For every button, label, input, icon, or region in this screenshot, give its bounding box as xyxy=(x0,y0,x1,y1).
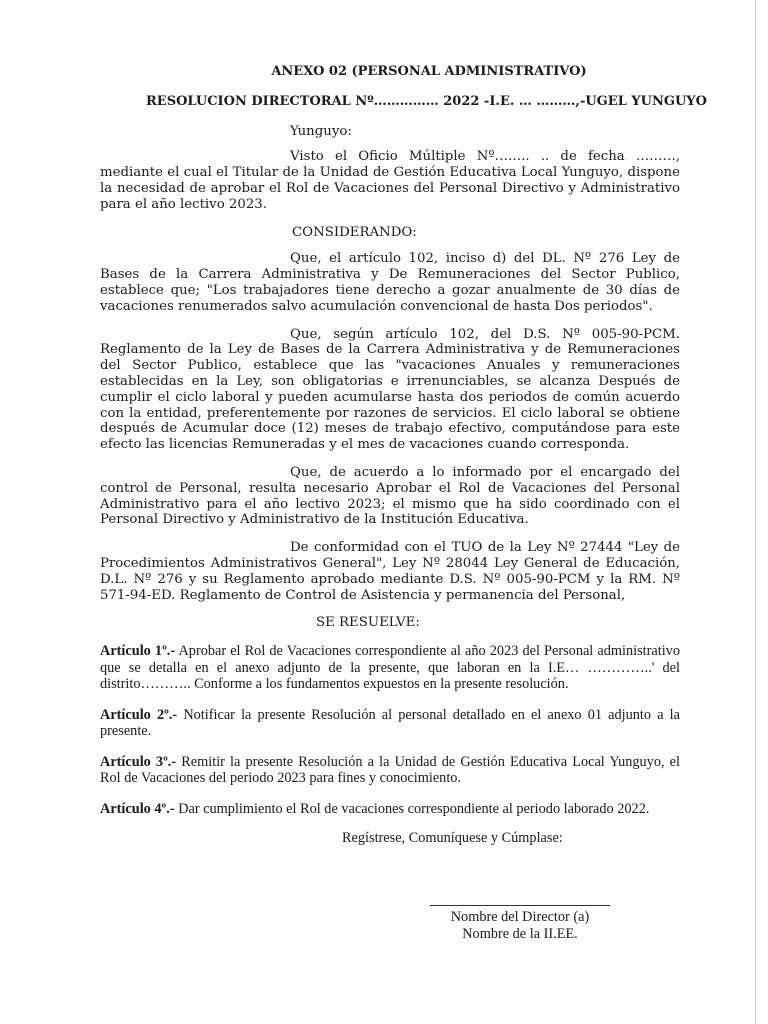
signature-institution: Nombre de la II.EE. xyxy=(462,926,578,942)
articulo-2 xyxy=(100,707,680,740)
articulo-3-text: Remitir la presente Resolución a la Unidad de Gestión Educativa Local Yunguyo, el Rol de Vacaciones del periodo 2023 para fines y conocimiento. xyxy=(100,753,680,787)
resuelve-heading: SE RESUELVE: xyxy=(316,615,420,631)
articulo-2-text: Notificar la presente Resolución al personal detallado en el anexo 01 adjunto a la presente. xyxy=(100,706,680,740)
signature-name: Nombre del Director (a) xyxy=(450,909,590,925)
document-title: ANEXO 02 (PERSONAL ADMINISTRATIVO) xyxy=(271,64,587,79)
intro-paragraph: Visto el Oficio Múltiple Nº…….. .. de fecha ………, mediante el cual el Titular de la Unidad de Gestión Educativa Local Yunguyo, dispone la necesidad de aprobar el Rol de Vacaciones del Personal Directivo y Administrativo para el año lectivo 2023. xyxy=(100,149,680,212)
city-line: Yunguyo: xyxy=(290,123,352,139)
articulo-1-text: Aprobar el Rol de Vacaciones correspondiente al año 2023 del Personal administrativo que se detalla en el anexo adjunto de la presente, que laboran en la I.E… …………..' del distrito……….. Conforme a los fundamentos expuestos en la presente resolución. xyxy=(100,643,680,693)
considerando-paragraph-1: Que, el artículo 102, inciso d) del DL. Nº 276 Ley de Bases de la Carrera Administrativa y De Remuneraciones del Sector Publico, establece que; "Los trabajadores tiene derecho a gozar anualmente de 30 días de vacaciones renumerados salvo acumulación convencional de hasta Dos periodos". xyxy=(100,251,680,314)
articulo-3-label: Artículo 3º.- xyxy=(100,753,177,770)
articulo-4-label: Artículo 4º.- xyxy=(100,800,175,817)
articulo-1 xyxy=(100,643,680,693)
closing-formula: Regístrese, Comuníquese y Cúmplase: xyxy=(342,830,563,847)
articulo-4 xyxy=(100,801,680,818)
signature-block xyxy=(430,905,610,943)
considerando-paragraph-3: Que, de acuerdo a lo informado por el encargado del control de Personal, resulta necesario Aprobar el Rol de Vacaciones del Personal Administrativo para el año lectivo 2023; el mismo que ha sido coordinado con el Personal Directivo y Administrativo de la Institución Educativa. xyxy=(100,464,680,528)
articulo-2-label: Artículo 2º.- xyxy=(100,706,178,723)
considerando-paragraph-4: De conformidad con el TUO de la Ley Nº 27444 "Ley de Procedimientos Administrativos General", Ley Nº 28044 Ley General de Educación, D.L. Nº 276 y su Reglamento aprobado mediante D.S. Nº 005-90-PCM y la RM. Nº 571-94-ED. Reglamento de Control de Asistencia y permanencia del Personal, xyxy=(100,540,680,603)
resolution-document xyxy=(100,64,707,847)
page-edge xyxy=(755,0,756,1024)
document-subtitle: RESOLUCION DIRECTORAL Nº…………… 2022 -I.E. … ………,-UGEL YUNGUYO xyxy=(146,93,707,109)
articulo-1-label: Artículo 1º.- xyxy=(100,643,176,660)
considerando-paragraph-2: Que, según artículo 102, del D.S. Nº 005-90-PCM. Reglamento de la Ley de Bases de la Carrera Administrativa y de Remuneraciones del Sector Publico, establece que las "vacaciones Anuales y remuneraciones establecidas en la Ley, son obligatorias e irrenunciables, se alcanza Después de cumplir el ciclo laboral y pueden acumularse hasta dos periodos de común acuerdo con la entidad, preferentemente por razones de servicios. El ciclo laboral se obtiene después de Acumular doce (12) meses de trabajo efectivo, computándose para este efecto las licencias Remuneradas y el mes de vacaciones cuando corresponda. xyxy=(100,326,680,453)
considerando-heading: CONSIDERANDO: xyxy=(292,224,417,240)
articulo-4-text: Dar cumplimiento el Rol de vacaciones correspondiente al periodo laborado 2022. xyxy=(178,800,650,817)
signature-line xyxy=(430,905,610,906)
articulo-3 xyxy=(100,754,680,787)
